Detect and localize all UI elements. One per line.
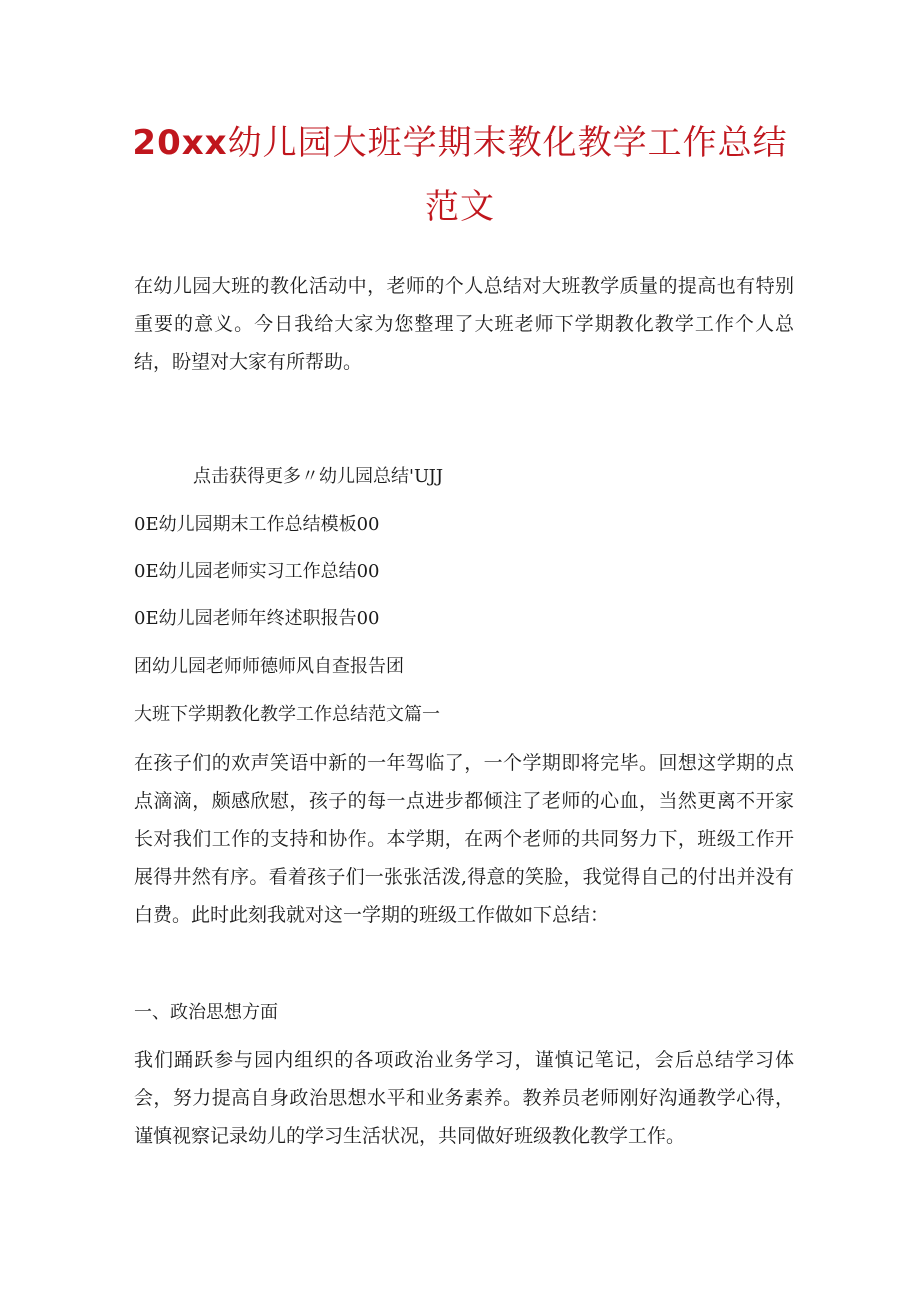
section-title: 大班下学期教化教学工作总结范文篇一 — [134, 704, 440, 725]
intro-paragraph: 在幼儿园大班的教化活动中，老师的个人总结对大班教学质量的提高也有特别重要的意义。今日我给大家为您整理了大班老师下学期教化教学工作个人总结，盼望对大家有所帮助。 — [134, 275, 794, 373]
heading-political: 一、政治思想方面 — [134, 1002, 278, 1023]
document-title-line1 — [100, 123, 820, 163]
related-link-4[interactable]: 团幼儿园老师师德师风自查报告团 — [134, 656, 404, 677]
more-summaries-link[interactable]: 点击获得更多〃幼儿园总结'UJJ — [193, 466, 444, 487]
related-link-2[interactable]: 0E幼儿园老师实习工作总结00 — [134, 561, 380, 582]
related-link-1[interactable]: 0E幼儿园期末工作总结模板00 — [134, 514, 380, 535]
title-text: 幼儿园大班学期末教化教学工作总结 — [227, 123, 788, 163]
document-title-line2: 范文 — [425, 187, 495, 227]
body-paragraph-1: 在孩子们的欢声笑语中新的一年驾临了，一个学期即将完毕。回想这学期的点点滴滴，颇感欣慰，孩子的每一点进步都倾注了老师的心血，当然更离不开家长对我们工作的支持和协作。本学期，在两个老师的共同努力下，班级工作开展得井然有序。看着孩子们一张张活泼,得意的笑脸，我觉得自己的付出并没有白费。此时此刻我就对这一学期的班级工作做如下总结： — [134, 752, 794, 926]
body-paragraph-2: 我们踊跃参与园内组织的各项政治业务学习，谨慎记笔记，会后总结学习体会，努力提高自身政治思想水平和业务素养。教养员老师刚好沟通教学心得，谨慎视察记录幼儿的学习生活状况，共同做好班级教化教学工作。 — [134, 1049, 794, 1147]
related-link-3[interactable]: 0E幼儿园老师年终述职报告00 — [134, 608, 380, 629]
title-year: 20xx — [132, 123, 228, 163]
